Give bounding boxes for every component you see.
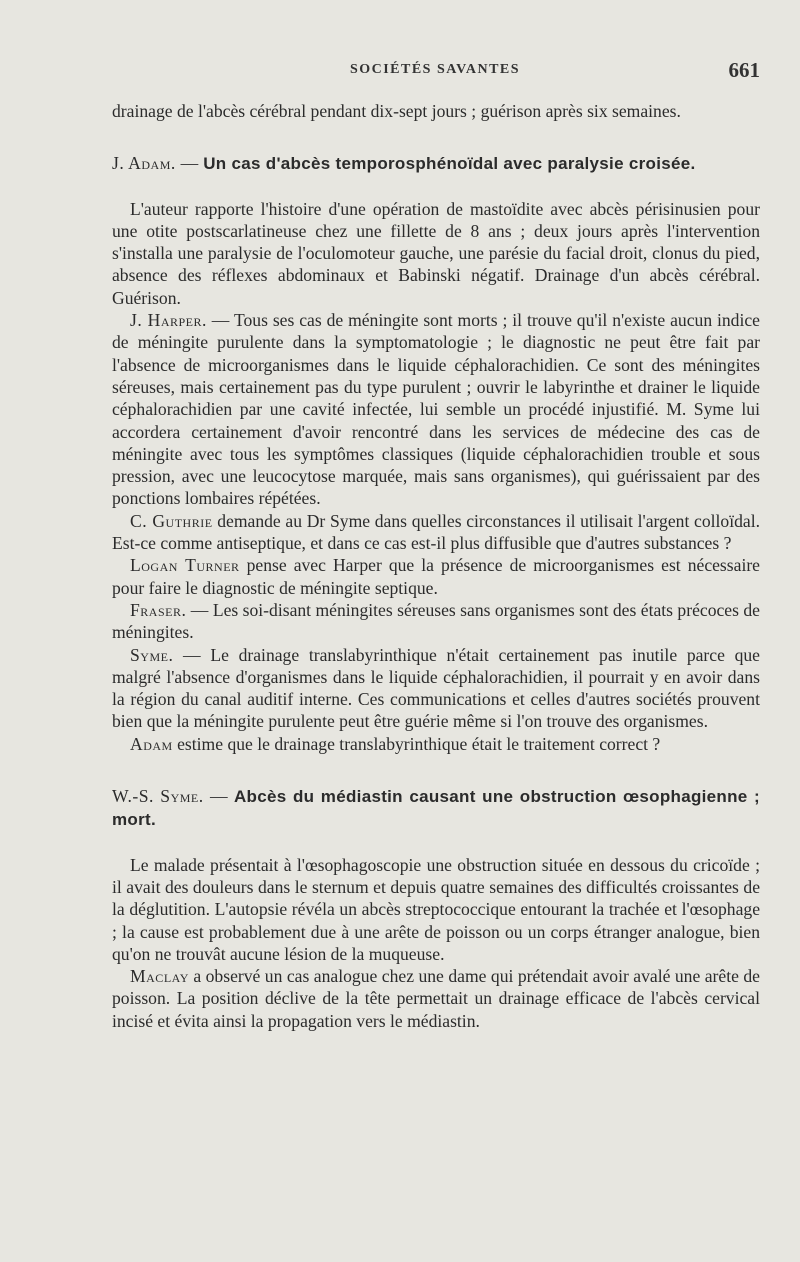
paragraph-case-report: L'auteur rapporte l'histoire d'une opération de mastoïdite avec abcès périsinusien pour une otite postscarlatineuse chez une fillette de 8 ans ; deux jours après l'intervention s'installa une paralysie de l'oculomoteur gauche, une parésie du facial droit, clonus du pied, absence des réflexes abdominaux et Babinski négatif. Drainage d'un abcès cérébral. Guérison. xyxy=(112,198,760,308)
section-heading-syme xyxy=(112,785,760,832)
section-author: J. Adam. — xyxy=(112,153,199,174)
speaker-name: Maclay xyxy=(130,966,189,987)
section-title: Un cas d'abcès temporosphénoïdal avec paralysie croisée. xyxy=(203,154,696,174)
section-heading-adam xyxy=(112,152,760,175)
speaker-text: pense avec Harper que la présence de microorganismes est nécessaire pour faire le diagnostic de méningite septique. xyxy=(112,555,760,598)
speaker-text: — Le drainage translabyrinthique n'était certainement pas inutile parce que malgré l'absence d'organismes dans le liquide céphalorachidien, il pourrait y en avoir dans la région du canal auditif interne. Ces communications et celles d'autres sociétés prouvent bien que la méningite purulente peut être guérie même si l'on trouve des organismes. xyxy=(112,644,760,732)
paragraph-case-report: Le malade présentait à l'œsophagoscopie une obstruction située en dessous du cricoïde ; il avait des douleurs dans le sternum et depuis quatre semaines des difficultés croissantes de la déglutition. L'autopsie révéla un abcès streptococcique entourant la trachée et l'œsophage ; la cause est probablement due à une arête de poisson ou un corps étranger analogue, bien qu'on ne trouvât aucune lésion de la muqueuse. xyxy=(112,854,760,964)
section-author: W.-S. Syme. — xyxy=(112,786,229,807)
speaker-name: J. Harper. xyxy=(130,310,207,331)
speaker-name: Logan Turner xyxy=(130,555,240,576)
page-header xyxy=(110,58,760,88)
paragraph-guthrie xyxy=(112,510,760,555)
running-head: SOCIÉTÉS SAVANTES xyxy=(349,62,521,77)
speaker-name: Adam xyxy=(130,733,173,754)
speaker-name: C. Guthrie xyxy=(130,510,213,531)
article-body xyxy=(112,100,760,1032)
speaker-text: a observé un cas analogue chez une dame qui prétendait avoir avalé une arête de poisson. La position déclive de la tête permettait un drainage efficace de l'abcès cervical incisé et évita ainsi la propagation vers le médiastin. xyxy=(112,966,760,1031)
section-title: Abcès du médiastin causant une obstruction œsophagienne ; mort. xyxy=(112,787,760,830)
speaker-name: Syme. xyxy=(130,644,174,665)
speaker-text: demande au Dr Syme dans quelles circonstances il utilisait l'argent colloïdal. Est-ce comme antiseptique, et dans ce cas est-il plus diffusible que d'autres substances ? xyxy=(112,510,760,554)
paragraph-harper xyxy=(112,309,760,510)
paragraph-maclay xyxy=(112,965,760,1032)
paragraph-adam-reply xyxy=(112,733,760,755)
paragraph-syme-reply xyxy=(112,644,760,733)
page-number: 661 xyxy=(728,58,760,82)
speaker-name: Fraser. xyxy=(130,599,187,620)
paragraph-fraser xyxy=(112,599,760,644)
speaker-text: — Tous ses cas de méningite sont morts ; il trouve qu'il n'existe aucun indice de méningite purulente dans la symptomatologie ; le diagnostic ne peut être fait par l'absence de microorganismes dans le liquide céphalorachidien. Ce sont des méningites séreuses, mais certainement pas du type purulent ; ouvrir le labyrinthe et drainer le liquide céphalorachidien par une cavité infectée, lui semble un procédé injustifié. M. Syme lui accordera certainement d'avoir rencontré dans les services de médecine des cas de méningite avec tous les symptômes classiques (liquide céphalorachidien trouble et sous pression, avec une leucocytose marquée, mais sans organismes), qui guérissaient par des ponctions lombaires répétées. xyxy=(112,310,760,509)
speaker-text: — Les soi-disant méningites séreuses sans organismes sont des états précoces de méningites. xyxy=(112,599,760,643)
paragraph-continuation: drainage de l'abcès cérébral pendant dix-sept jours ; guérison après six semaines. xyxy=(112,101,681,121)
paragraph-turner xyxy=(112,554,760,599)
speaker-text: estime que le drainage translabyrinthique était le traitement correct ? xyxy=(172,733,661,754)
